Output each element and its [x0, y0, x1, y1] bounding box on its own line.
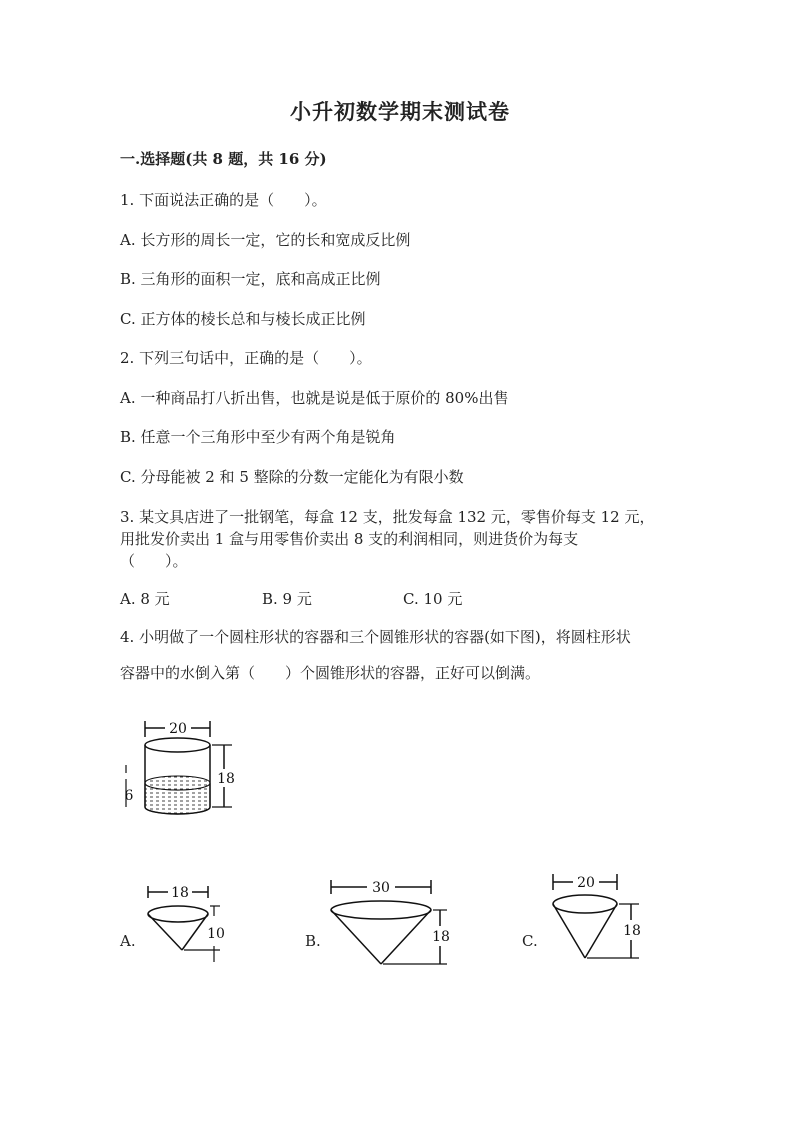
question-2-option-a: A. 一种商品打八折出售，也就是说是低于原价的 80%出售 — [120, 389, 509, 407]
cone-c-diameter-label: 20 — [577, 875, 595, 891]
cone-a-figure — [140, 882, 240, 967]
cone-b-height-label: 18 — [432, 929, 450, 945]
question-3-option-b: B. 9 元 — [262, 590, 312, 608]
question-3-stem-line-3: （ ）。 — [120, 552, 188, 570]
section-heading: 一.选择题(共 8 题，共 16 分) — [120, 150, 327, 168]
page-title: 小升初数学期末测试卷 — [290, 99, 510, 124]
question-1-option-b: B. 三角形的面积一定，底和高成正比例 — [120, 270, 381, 288]
cone-c-label: C. — [522, 932, 538, 950]
cylinder-water-label: 6 — [124, 788, 134, 804]
question-3-stem-line-2: 用批发价卖出 1 盒与用零售价卖出 8 支的利润相同，则进货价为每支 — [120, 530, 579, 548]
question-2-stem: 2. 下列三句话中，正确的是（ ）。 — [120, 349, 372, 367]
question-3-stem-line-1: 3. 某文具店进了一批钢笔，每盒 12 支，批发每盒 132 元，零售价每支 12 元， — [120, 508, 655, 526]
question-1-option-a: A. 长方形的周长一定，它的长和宽成反比例 — [120, 231, 411, 249]
question-2-option-c: C. 分母能被 2 和 5 整除的分数一定能化为有限小数 — [120, 468, 464, 486]
question-2-option-b: B. 任意一个三角形中至少有两个角是锐角 — [120, 428, 396, 446]
cone-b-label: B. — [305, 932, 321, 950]
cone-a-height-label: 10 — [207, 926, 225, 942]
cylinder-height-label: 18 — [217, 771, 235, 787]
question-4-stem-line-2: 容器中的水倒入第（ ）个圆锥形状的容器，正好可以倒满。 — [120, 664, 541, 682]
question-1-stem: 1. 下面说法正确的是（ ）。 — [120, 191, 327, 209]
cone-b-diameter-label: 30 — [372, 880, 390, 896]
cone-a-diameter-label: 18 — [171, 885, 189, 901]
cone-c-figure — [545, 868, 655, 968]
cone-c-height-label: 18 — [623, 923, 641, 939]
question-3-option-a: A. 8 元 — [120, 590, 170, 608]
cylinder-figure — [120, 715, 240, 825]
cylinder-diameter-label: 20 — [169, 721, 187, 737]
question-4-stem-line-1: 4. 小明做了一个圆柱形状的容器和三个圆锥形状的容器(如下图)，将圆柱形状 — [120, 628, 631, 646]
cone-b-figure — [325, 874, 455, 969]
cone-a-label: A. — [120, 932, 136, 950]
question-1-option-c: C. 正方体的棱长总和与棱长成正比例 — [120, 310, 366, 328]
question-3-option-c: C. 10 元 — [403, 590, 463, 608]
